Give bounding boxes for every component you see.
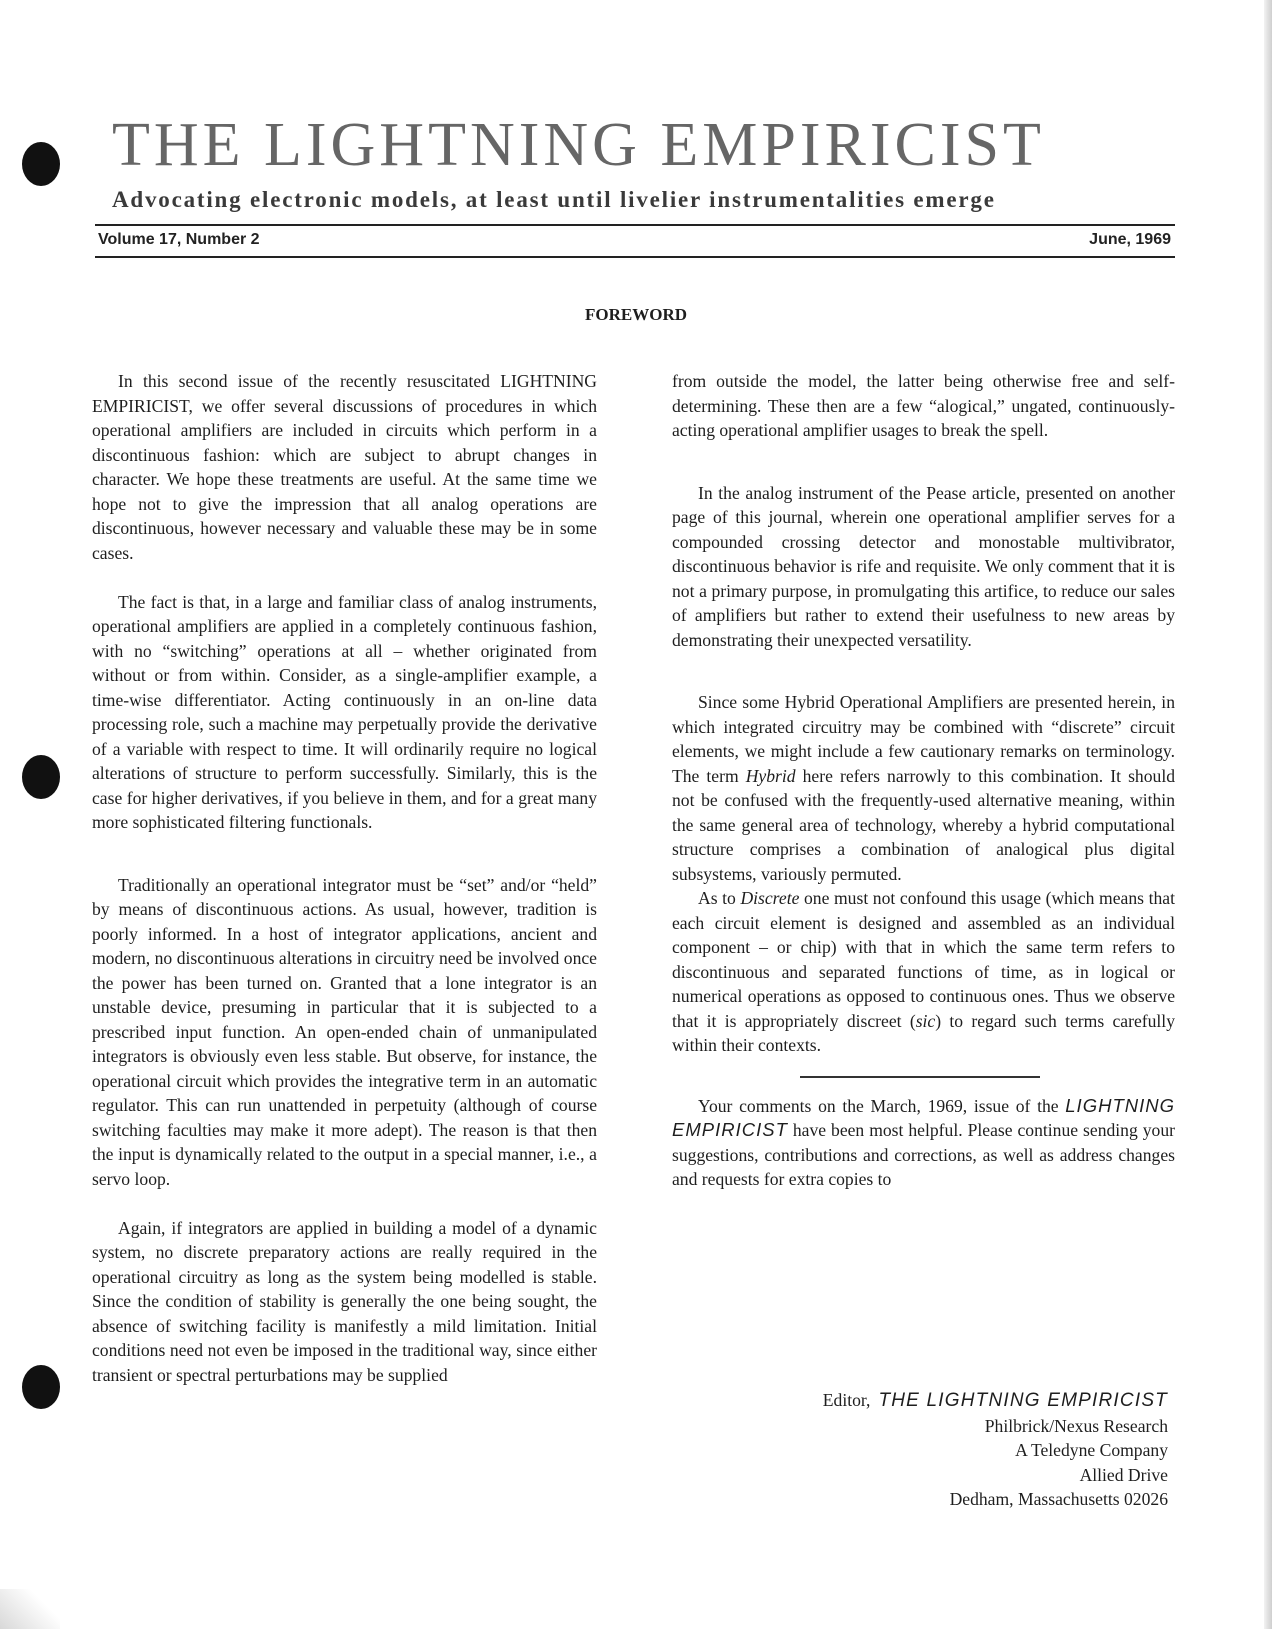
- punch-hole-top: [22, 142, 60, 186]
- editor-prefix: Editor,: [822, 1390, 871, 1410]
- punch-hole-middle: [22, 755, 60, 799]
- text-run: have been most helpful. Please continue sending your suggestions, contributions and corrections, as well as address changes and requests for extra copies to: [672, 1120, 1175, 1189]
- masthead-rule-top: [95, 224, 1175, 226]
- paragraph: Traditionally an operational integrator must be “set” and/or “held” by means of discontinuous actions. As usual, however, tradition is poorly informed. In a host of integrator applications, ancient and modern, no discontinuous alterations in circuitry need be involved once the power has been turned on. Granted that a lone integrator is an unstable device, presuming in particular that it is subjected to a prescribed input function. An open-ended chain of unmanipulated integrators is obviously even less stable. But observe, for instance, the operational circuit which provides the integrative term in an automatic regulator. This can run unattended in perpetuity (although of course switching faculties may make it more adept). The reason is that then the input is dynamically related to the output in a special manner, i.e., a servo loop.: [92, 874, 597, 1189]
- paragraph: In the analog instrument of the Pease article, presented on another page of this journal, wherein one operational amplifier serves for a compounded crossing detector and monostable multivibrator, discontinuous behavior is rife and requisite. We only comment that it is not a primary purpose, in promulgating this artifice, to reduce our sales of amplifiers but rather to extend their usefulness to new areas by demonstrating their unexpected versatility.: [672, 482, 1175, 650]
- paragraph: [672, 690, 1175, 886]
- right-column: [672, 369, 1175, 1192]
- emphasis: Discrete: [740, 888, 800, 908]
- volume-number: Volume 17, Number 2: [98, 231, 260, 248]
- paragraph: from outside the model, the latter being otherwise free and self-determining. These then are a few “alogical,” ungated, continuously-acting operational amplifier usages to break the spell.: [672, 371, 1175, 440]
- text-run: ) to regard such terms carefully within their contexts.: [672, 1010, 1175, 1055]
- page-corner-shadow: [0, 1589, 60, 1629]
- journal-name: LIGHTNING EMPIRICIST: [672, 1094, 1175, 1140]
- left-column: [92, 369, 597, 1387]
- issue-line: [98, 231, 1171, 249]
- text-run: here refers narrowly to this combination. It should not be confused with the frequently-used alternative meaning, within the same general area of technology, whereby a hybrid computational structure comprises a combination of analogical plus digital subsystems, variously permuted.: [672, 765, 1176, 884]
- emphasis: sic: [915, 1010, 936, 1031]
- text-run: Your comments on the March, 1969, issue of the: [698, 1095, 1066, 1116]
- paragraph: In this second issue of the recently resuscitated LIGHTNING EMPIRICIST, we offer several discussions of procedures in which operational amplifiers are included in circuits which perform in a discontinuous fashion: which are subject to abrupt changes in character. We hope these treatments are useful. At the same time we hope not to give the impression that all analog operations are discontinuous, however necessary and valuable these may be in some cases.: [92, 371, 597, 563]
- paragraph: [672, 1094, 1175, 1192]
- editor-line: [823, 1388, 1168, 1414]
- emphasis: Hybrid: [745, 765, 796, 786]
- editor-journal-name: THE LIGHTNING EMPIRICIST: [878, 1390, 1168, 1411]
- paragraph: [672, 886, 1175, 1058]
- paragraph: Again, if integrators are applied in building a model of a dynamic system, no discrete preparatory actions are really required in the operational circuitry as long as the system being modelled is stable. Since the condition of stability is generally the one being sought, the absence of switching facility is manifestly a mild limitation. Initial conditions need not even be imposed in the traditional way, since either transient or spectral perturbations may be supplied: [92, 1217, 597, 1385]
- masthead-rule-bottom: [95, 256, 1175, 258]
- masthead-subtitle: Advocating electronic models, at least until livelier instrumentalities emerge: [112, 187, 996, 212]
- editor-address: [823, 1388, 1168, 1512]
- section-separator: [800, 1076, 1040, 1078]
- page-edge-shadow: [1264, 0, 1272, 1629]
- address-line: Dedham, Massachusetts 02026: [949, 1489, 1168, 1509]
- text-run: Since some Hybrid Operational Amplifiers are presented herein, in which integrated circuitry may be combined with “discrete” circuit elements, we might include a few cautionary remarks on terminology. The term: [672, 692, 1175, 786]
- address-line: Philbrick/Nexus Research: [984, 1415, 1168, 1436]
- address-line: Allied Drive: [1079, 1464, 1168, 1485]
- issue-date: June, 1969: [1089, 231, 1171, 248]
- text-run: one must not confound this usage (which means that each circuit element is designed and assembled as an individual component – or chip) with that in which the same term refers to discontinuous and separated functions of time, as in logical or numerical operations as opposed to continuous ones. Thus we observe that it is appropriately discreet (: [672, 888, 1175, 1031]
- text-run: As to: [698, 888, 741, 908]
- section-heading: FOREWORD: [585, 305, 687, 324]
- address-line: A Teledyne Company: [1015, 1440, 1168, 1460]
- paragraph: The fact is that, in a large and familiar class of analog instruments, operational amplifiers are applied in a completely continuous fashion, with no “switching” operations at all – whether originated from without or from within. Consider, as a single-amplifier example, a time-wise differentiator. Acting continuously in an on-line data processing role, such a machine may perpetually provide the derivative of a variable with respect to time. It will ordinarily require no logical alterations of structure to perform successfully. Similarly, this is the case for higher derivatives, if you believe in them, and for a great many more sophisticated filtering functionals.: [92, 591, 597, 832]
- punch-hole-bottom: [22, 1365, 60, 1409]
- masthead-title: THE LIGHTNING EMPIRICIST: [112, 111, 1045, 179]
